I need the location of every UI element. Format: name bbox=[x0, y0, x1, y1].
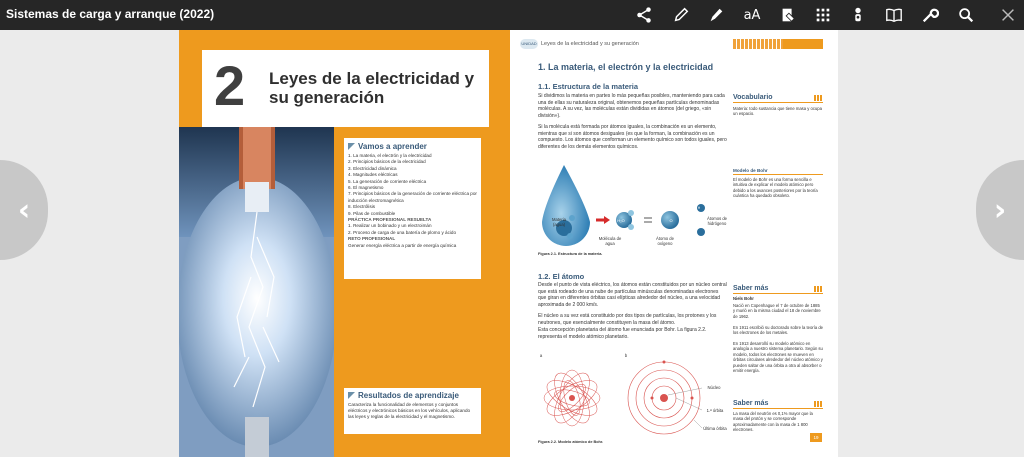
highlighter-icon[interactable] bbox=[704, 3, 728, 27]
user-icon[interactable] bbox=[846, 3, 870, 27]
list-item: 4. Magnitudes eléctricas bbox=[348, 172, 398, 178]
objectives-list bbox=[348, 153, 477, 249]
oxygen-symbol: O bbox=[669, 218, 673, 223]
subsection-heading: 1.2. El átomo bbox=[538, 272, 585, 281]
list-item: 9. Pilas de combustible bbox=[348, 210, 396, 216]
last-orbit-label: Última órbita bbox=[703, 426, 727, 431]
molecule-label: Molécula de agua bbox=[598, 236, 622, 246]
chapter-number: 2 bbox=[214, 54, 246, 117]
text-size-icon[interactable]: aA bbox=[743, 7, 761, 23]
paragraph: Si dividimos la materia en partes lo más pequeñas posibles, manteniendo para cada una de ellas su naturaleza original, obtenemos pequeñas partículas denominadas moléculas. A su vez, las moléculas están divididas en átomos (del griego, «sin división»). bbox=[538, 93, 725, 119]
bohr-name: Niels Bohr bbox=[733, 296, 754, 301]
running-header: Leyes de la electricidad y su generación bbox=[541, 41, 639, 47]
search-icon[interactable] bbox=[954, 3, 978, 27]
subsection-heading: 1.1. Estructura de la materia bbox=[538, 82, 639, 91]
list-item: 2. Proceso de carga de una batería de plomo y ácido bbox=[348, 229, 457, 235]
book-icon[interactable] bbox=[882, 3, 906, 27]
first-orbit-label: 1.ª órbita bbox=[706, 408, 724, 413]
note-icon[interactable] bbox=[776, 3, 800, 27]
paragraph: Si la molécula está formada por átomos iguales, la combinación es un elemento, mientras que si son átomos desiguales (es que la forman, la combinación es un compuesto. Los átomos que conforman un elemento químico son todos iguales, pero diferentes de los demás elementos químicos. bbox=[538, 124, 727, 150]
spark-plug-photo bbox=[179, 127, 334, 457]
practice-heading: PRÁCTICA PROFESIONAL RESUELTA bbox=[348, 217, 432, 223]
list-item: 3. Electricidad dinámica bbox=[348, 165, 397, 171]
grid-icon[interactable] bbox=[811, 3, 835, 27]
hydrogen-symbol: H bbox=[697, 206, 701, 210]
pencil-icon[interactable] bbox=[669, 3, 693, 27]
left-page bbox=[179, 30, 510, 457]
section-heading: 1. La materia, el electrón y la electricidad bbox=[538, 62, 714, 72]
bohr-model-text: El modelo de Bohr es una forma sencilla e intuitiva de explicar el modelo atómico pero debido a los avances posteriores por la teoría cuántica ha quedado obsoleto. bbox=[733, 177, 818, 199]
close-icon[interactable] bbox=[996, 3, 1020, 27]
drop-label: Materia (agua) bbox=[552, 217, 566, 227]
paragraph: Desde el punto de vista eléctrico, los átomos están constituidos por un núcleo central que está rodeado de una nube de partículas minúsculas denominadas electrones que giran en diferentes órbitas casi elípticas alrededor del núcleo, a una velocidad aproximada de 2 000 km/s. bbox=[538, 282, 727, 308]
list-item: Generar energía eléctrica a partir de energía química bbox=[348, 242, 457, 248]
unit-logo: UNIDAD bbox=[520, 39, 538, 49]
list-item: 7. Principios básicos de la generación de corriente eléctrica por inducción electromagnética bbox=[348, 191, 477, 203]
bohr-bio-2: En 1911 escribió su doctorado sobre la teoría de los electrones de los metales. bbox=[733, 325, 824, 336]
vocabulary-text: Materia: todo sustancia que tiene masa y ocupa un espacio. bbox=[733, 106, 822, 117]
challenge-heading: RETO PROFESIONAL bbox=[348, 236, 396, 242]
list-item: 8. Electrólisis bbox=[348, 204, 376, 210]
chapter-title-box bbox=[202, 50, 489, 127]
learning-results-box: Resultados de aprendizaje Caracteriza la funcionalidad de elementos y conjuntos eléctricos y electrónicos básicos en los vehículos, aplicando las leyes y reglas de la electricidad y el magnetismo. bbox=[344, 388, 481, 434]
list-item: 5. La generación de corriente eléctrica bbox=[348, 178, 427, 184]
list-item: 2. Principios básicos de la electricidad bbox=[348, 159, 426, 165]
learning-objectives-box: Vamos a aprender 1. La materia, el electrón y la electricidad 2. Principios básicos de la electricidad 3. Electricidad dinámica 4. Magnitudes eléctricas 5. La generación de corriente eléctrica 6. El magnetismo 7. Principios básicos de la generación de corriente eléctrica por inducción electromagnética 8. Electrólisis 9. Pilas de combustible PRÁCTICA PROFESIONAL RESUELTA 1. Realizar un bobinado y un electroimán 2. Proceso de carga de una batería de plomo y ácido RETO PROFESIONAL Generar energía eléctrica a partir de energía química bbox=[344, 138, 481, 279]
header-stripe bbox=[733, 39, 823, 49]
neutron-text: La masa del neutrón es 0,1% mayor que la masa del protón y se corresponde aproximadamente con la masa de 1 800 electrones. bbox=[733, 411, 813, 433]
nucleus-label: Núcleo bbox=[707, 385, 721, 390]
share-icon[interactable] bbox=[632, 3, 656, 27]
bohr-bio-3: En 1913 desarrolló su modelo atómico en analogía a nuestro sistema planetario. Según su modelo, todos los electrones se mueven en órbitas circulares alrededor del núcleo atómico y pueden saltar de una órbita a otra al absorber o emitir energía. bbox=[733, 341, 823, 374]
paragraph: El núcleo a su vez está constituido por dos tipos de partículas, los protones y los neutrones, que esencialmente constituyen la masa del átomo. bbox=[538, 313, 717, 326]
vocabulary-heading: Vocabulario bbox=[733, 94, 823, 103]
chapter-title: Leyes de la electricidad y su generación bbox=[269, 69, 475, 107]
saber-mas-heading: Saber más bbox=[733, 285, 823, 294]
figure-caption: Figura 2.2. Modelo atómico de Bohr. bbox=[538, 440, 604, 444]
next-page-button[interactable]: › bbox=[976, 160, 1024, 260]
list-item: 6. El magnetismo bbox=[348, 185, 384, 191]
oxygen-label: Átomo de oxígeno bbox=[656, 236, 674, 246]
bohr-model-heading: Modelo de Bohr bbox=[733, 168, 823, 175]
figure-a-label: a bbox=[539, 353, 543, 358]
list-item: 1. Realizar un bobinado y un electroimán bbox=[348, 223, 432, 229]
h2o-label: H₂O bbox=[617, 218, 625, 223]
figure-b-label: b bbox=[624, 353, 628, 358]
book-title: Sistemas de carga y arranque (2022) bbox=[6, 7, 215, 21]
right-page bbox=[510, 30, 838, 457]
saber-mas-heading-2: Saber más bbox=[733, 400, 823, 409]
bohr-bio-1: Nació en Copenhague el 7 de octubre de 1885 y murió en la misma ciudad el 18 de noviembre de 1962. bbox=[733, 303, 821, 319]
paragraph: Esta concepción planetaria del átomo fue enunciada por Bohr. La figura 2.2. representa el modelo atómico planetario. bbox=[538, 327, 707, 340]
list-item: 1. La materia, el electrón y la electricidad bbox=[348, 153, 432, 158]
figure-caption: Figura 2.1. Estructura de la materia. bbox=[538, 252, 603, 256]
results-text: Caracteriza la funcionalidad de elementos y conjuntos eléctricos y electrónicos básicos en los vehículos, aplicando las leyes y reglas de la electricidad y el magnetismo. bbox=[348, 402, 471, 419]
prev-page-button[interactable]: ‹ bbox=[0, 160, 48, 260]
top-toolbar bbox=[0, 0, 1024, 30]
matter-structure-figure bbox=[534, 160, 734, 255]
wrench-icon[interactable] bbox=[918, 3, 942, 27]
hydrogen-label: Átomos de hidrógeno bbox=[706, 216, 728, 226]
page-number: 19 bbox=[810, 433, 822, 442]
